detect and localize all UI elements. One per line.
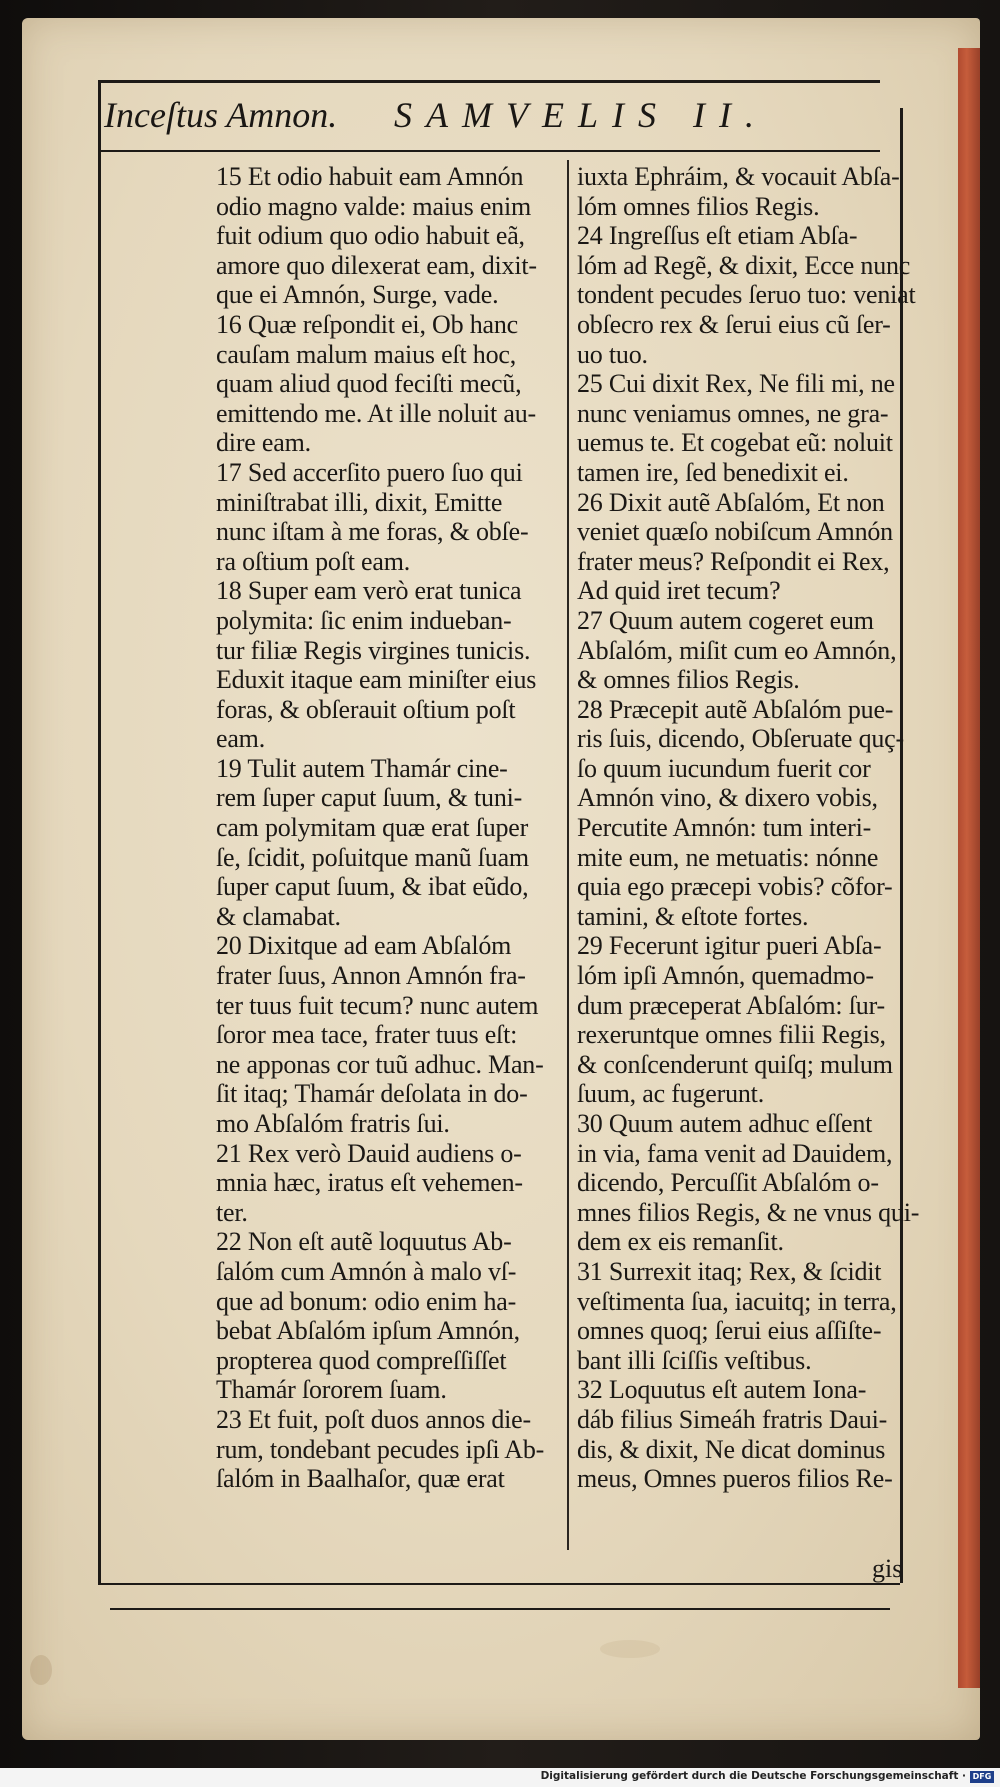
text-line: 29 Fecerunt igitur pueri Abſa- — [577, 931, 882, 961]
text-line: & clamabat. — [216, 901, 341, 931]
catchword: gis — [872, 1554, 903, 1583]
text-line: meus, Omnes pueros filios Re- — [577, 1464, 893, 1494]
text-line: amore quo dilexerat eam, dixit- — [216, 250, 537, 280]
text-line: 22 Non eſt autẽ loquutus Ab- — [216, 1227, 512, 1257]
text-line: tamini, & eſtote fortes. — [577, 901, 809, 931]
text-line: eam. — [216, 724, 266, 754]
text-line: tur filiæ Regis virgines tunicis. — [216, 635, 531, 665]
text-line: ra oſtium poſt eam. — [216, 546, 411, 576]
text-line: frater ſuus, Annon Amnón fra- — [216, 961, 526, 991]
text-line: 23 Et fuit, poſt duos annos die- — [216, 1404, 531, 1434]
text-line: nunc iſtam à me foras, & obſe- — [216, 517, 529, 547]
text-line: obſecro rex & ſerui eius cũ ſer- — [577, 309, 891, 339]
text-line: & omnes filios Regis. — [577, 665, 800, 695]
bottom-rule-lower — [110, 1608, 890, 1610]
text-line: ſe, ſcidit, poſuitque manũ ſuam — [216, 842, 529, 872]
text-line: ſuper caput ſuum, & ibat eũdo, — [216, 872, 529, 902]
text-line: frater meus? Reſpondit ei Rex, — [577, 546, 890, 576]
text-line: mo Abſalóm fratris ſui. — [216, 1109, 450, 1138]
footer-credit: Digitalisierung gefördert durch die Deutsche Forschungsgemeinschaft · — [540, 1770, 966, 1782]
text-line: rem ſuper caput ſuum, & tuni- — [216, 783, 523, 813]
text-line: bant illi ſciſſis veſtibus. — [577, 1345, 812, 1375]
text-line: cauſam malum maius eſt hoc, — [216, 339, 517, 369]
page-edge — [958, 48, 980, 1688]
text-line: lóm ipſi Amnón, quemadmo- — [577, 961, 874, 991]
text-line: 31 Surrexit itaq; Rex, & ſcidit — [577, 1256, 882, 1286]
page-stain — [600, 1640, 660, 1658]
text-line: 32 Loquutus eſt autem Iona- — [577, 1375, 867, 1405]
text-line: 21 Rex verò Dauid audiens o- — [216, 1138, 522, 1168]
bottom-rule — [100, 1583, 900, 1585]
text-line: ſoror mea tace, frater tuus eſt: — [216, 1020, 518, 1050]
text-line: ſalóm in Baalhaſor, quæ erat — [216, 1464, 505, 1494]
text-line: lóm ad Regẽ, & dixit, Ecce nunc — [577, 250, 911, 280]
text-line: que ei Amnón, Surge, vade. — [216, 280, 499, 310]
text-line: quia ego præcepi vobis? cõfor- — [577, 872, 893, 902]
digitization-footer — [0, 1768, 1000, 1787]
left-frame-rule — [98, 80, 101, 1585]
text-line: veniet quæſo nobiſcum Amnón — [577, 517, 893, 547]
text-line: 16 Quæ reſpondit ei, Ob hanc — [216, 309, 519, 339]
text-line: rexeruntque omnes filii Regis, — [577, 1020, 886, 1050]
text-line: dis, & dixit, Ne dicat dominus — [577, 1434, 886, 1464]
text-line: iuxta Ephráim, & vocauit Abſa- — [577, 162, 900, 191]
text-line: Percutite Amnón: tum interi- — [577, 813, 872, 843]
text-line: 24 Ingreſſus eſt etiam Abſa- — [577, 221, 858, 251]
text-line: ris ſuis, dicendo, Obſeruate quç- — [577, 724, 904, 754]
text-line: tondent pecudes ſeruo tuo: veniat — [577, 280, 916, 310]
dfg-logo: DFG — [970, 1771, 994, 1783]
text-line: que ad bonum: odio enim ha- — [216, 1286, 517, 1316]
text-line: Ad quid iret tecum? — [577, 576, 781, 606]
text-line: uemus te. Et cogebat eũ: noluit — [577, 428, 893, 458]
text-line: veſtimenta ſua, iacuitq; in terra, — [577, 1286, 897, 1316]
text-line: ter. — [216, 1197, 248, 1227]
text-line: Abſalóm, miſit cum eo Amnón, — [577, 635, 897, 665]
text-line: 19 Tulit autem Thamár cine- — [216, 753, 508, 783]
text-line: ſit itaq; Thamár deſolata in do- — [216, 1079, 528, 1109]
text-line: fuit odium quo odio habuit eã, — [216, 221, 525, 251]
text-line: rum, tondebant pecudes ipſi Ab- — [216, 1434, 545, 1464]
text-line: lóm omnes filios Regis. — [577, 191, 820, 221]
text-line: nunc veniamus omnes, ne gra- — [577, 398, 889, 428]
text-line: miniſtrabat illi, dixit, Emitte — [216, 487, 503, 517]
text-line: 30 Quum autem adhuc eſſent — [577, 1109, 873, 1138]
text-line: tamen ire, ſed benedixit ei. — [577, 457, 849, 487]
text-line: dicendo, Percuſſit Abſalóm o- — [577, 1168, 879, 1198]
text-line: dem ex eis remanſit. — [577, 1227, 784, 1257]
text-line: in via, fama venit ad Dauidem, — [577, 1138, 893, 1168]
text-line: mnia hæc, iratus eſt vehemen- — [216, 1168, 523, 1198]
top-rule — [100, 80, 880, 83]
text-line: 15 Et odio habuit eam Amnón — [216, 162, 524, 191]
running-head-right: SAMVELIS II. — [394, 95, 768, 135]
column-divider — [567, 160, 569, 1550]
text-line: emittendo me. At ille noluit au- — [216, 398, 536, 428]
right-text-column — [577, 162, 920, 1494]
text-line: & conſcenderunt quiſq; mulum — [577, 1049, 893, 1079]
text-line: 25 Cui dixit Rex, Ne fili mi, ne — [577, 369, 895, 399]
text-line: dire eam. — [216, 428, 311, 458]
text-line: ſuum, ac fugerunt. — [577, 1079, 765, 1109]
text-line: 17 Sed accerſito puero ſuo qui — [216, 457, 523, 487]
text-line: 18 Super eam verò erat tunica — [216, 576, 522, 606]
text-line: 27 Quum autem cogeret eum — [577, 605, 874, 635]
text-line: mite eum, ne metuatis: nónne — [577, 842, 879, 872]
text-line: ſo quum iucundum fuerit cor — [577, 753, 871, 783]
text-line: 20 Dixitque ad eam Abſalóm — [216, 931, 512, 961]
text-line: ne apponas cor tuũ adhuc. Man- — [216, 1049, 544, 1079]
text-line: 26 Dixit autẽ Abſalóm, Et non — [577, 487, 885, 517]
header-rule — [100, 150, 880, 152]
text-line: Thamár ſororem ſuam. — [216, 1375, 447, 1405]
text-line: quam aliud quod feciſti mecũ, — [216, 369, 522, 399]
text-line: mnes filios Regis, & ne vnus qui- — [577, 1197, 920, 1227]
text-line: uo tuo. — [577, 339, 648, 369]
text-line: omnes quoq; ſerui eius aſſiſte- — [577, 1316, 882, 1346]
running-head — [104, 88, 804, 146]
text-line: Eduxit itaque eam miniſter eius — [216, 665, 537, 695]
text-line: ter tuus fuit tecum? nunc autem — [216, 990, 539, 1020]
text-line: dáb filius Simeáh fratris Daui- — [577, 1404, 888, 1434]
text-line: foras, & obſerauit oſtium poſt — [216, 694, 516, 724]
page-stain — [30, 1655, 52, 1685]
text-line: bebat Abſalóm ipſum Amnón, — [216, 1316, 520, 1346]
left-text-column — [216, 162, 562, 1494]
text-line: polymita: ſic enim indueban- — [216, 605, 512, 635]
text-line: propterea quod compreſſiſſet — [216, 1345, 507, 1375]
text-line: ſalóm cum Amnón à malo vſ- — [216, 1256, 517, 1286]
running-head-left: Inceſtus Amnon. — [104, 95, 338, 135]
text-line: Amnón vino, & dixero vobis, — [577, 783, 878, 813]
text-line: cam polymitam quæ erat ſuper — [216, 813, 529, 843]
text-line: dum præceperat Abſalóm: ſur- — [577, 990, 885, 1020]
text-line: odio magno valde: maius enim — [216, 191, 532, 221]
text-line: 28 Præcepit autẽ Abſalóm pue- — [577, 694, 894, 724]
